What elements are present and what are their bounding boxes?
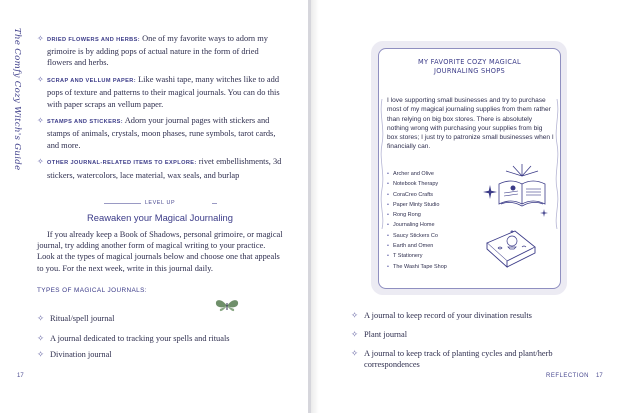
card-title: MY FAVORITE COZY MAGICAL JOURNALING SHOPS <box>417 58 522 75</box>
card-body: I love supporting small businesses and try to purchase most of my magical journaling supplies from them rather than relying on big box stores. There is absolutely nothing wrong with purchasing your supplies from big box stores; I just try to patronize small businesses when I financially can. <box>387 97 554 151</box>
journal-types-list <box>37 313 287 324</box>
sparkle-star-icon <box>540 209 548 217</box>
sidebar-card-frame <box>378 48 561 289</box>
right-page <box>311 0 620 413</box>
journal-types-list <box>37 333 287 344</box>
list-item: • T Stationery <box>387 253 423 260</box>
shop-list <box>387 169 487 272</box>
left-page <box>0 0 309 413</box>
list-item: ✧ Plant journal <box>351 329 408 339</box>
list-item: ✧ A journal dedicated to tracking your spells and rituals <box>37 333 230 343</box>
vine-flourish-icon <box>553 99 561 229</box>
intro-paragraph: If you already keep a Book of Shadows, personal grimoire, or magical journal, try adding another form of magical writing to your practice. Look at the types of magical journals below and choose one that appeals to you. For the next week, write in this journal daily. <box>37 230 283 273</box>
list-item: ✧ A journal to keep record of your divination results <box>351 310 532 320</box>
sparkle-star-icon: ✧ <box>37 116 44 126</box>
supply-bullets <box>37 33 282 186</box>
list-item: ✧ STAMPS AND STICKERS: Adorn your journal pages with stickers and stamps of animals, crystals, moon phases, rune symbols, tarot cards, and more. <box>37 116 276 150</box>
list-item: • Paper Minty Studio <box>387 201 440 208</box>
sparkle-star-icon: ✧ <box>37 333 45 343</box>
vine-flourish-icon <box>378 99 386 229</box>
page-number: 17 <box>17 373 24 379</box>
crystal-ball-book-icon <box>483 219 541 269</box>
sparkle-star-icon: ✧ <box>37 34 44 43</box>
open-book-icon <box>493 162 551 212</box>
running-head: The Comfy Cozy Witch's Guide <box>12 28 22 171</box>
list-item: • Rong Rong <box>387 212 421 219</box>
list-item: • Journaling Home <box>387 222 435 229</box>
list-item: • The Washi Tape Shop <box>387 263 447 270</box>
running-footer: REFLECTION <box>546 373 590 379</box>
sparkle-star-icon: ✧ <box>37 349 45 359</box>
list-item: • CoraCreo Crafts <box>387 191 434 198</box>
sparkle-star-icon: ✧ <box>351 310 359 320</box>
journal-types-list <box>351 310 601 321</box>
list-item: • Archer and Olive <box>387 171 434 177</box>
types-heading: TYPES OF MAGICAL JOURNALS: <box>37 287 147 294</box>
journal-types-list <box>351 348 601 370</box>
section-heading: Reawaken your Magical Journaling <box>87 212 233 223</box>
journal-types-list <box>37 349 287 360</box>
sparkle-star-icon: ✧ <box>37 157 44 167</box>
list-item: ✧ Divination journal <box>37 349 112 359</box>
list-item: ✧ Ritual/spell journal <box>37 313 115 323</box>
list-item: ✧ SCRAP AND VELLUM PAPER: Like washi tape, many witches like to add pops of texture and patterns to their magical journals. You can do this with paper scraps an vellum paper. <box>37 75 280 109</box>
sparkle-star-icon: ✧ <box>351 348 359 358</box>
sidebar-card <box>371 41 567 295</box>
list-item: ✧ OTHER JOURNAL-RELATED ITEMS TO EXPLORE: rivet embellishments, 3d stickers, watercolors, lace material, wax seals, and burlap <box>37 157 282 180</box>
sparkle-star-icon: ✧ <box>37 75 44 85</box>
list-item: • Saucy Stickers Co <box>387 232 438 239</box>
page-number: 17 <box>596 373 603 379</box>
list-item: • Earth and Omen <box>387 243 434 250</box>
sparkle-star-icon: ✧ <box>37 313 45 323</box>
list-item: ✧ A journal to keep track of planting cycles and plant/herb correspondences <box>351 348 553 369</box>
sparkle-star-icon: ✧ <box>351 329 359 339</box>
gutter-shadow <box>311 0 319 413</box>
list-item: ✧ DRIED FLOWERS AND HERBS: One of my favorite ways to adorn my grimoire is by adding pops of actual nature in the form of dried flowers and herbs. <box>37 34 268 68</box>
journal-types-list <box>351 329 601 340</box>
list-item: • Notebook Therapy <box>387 181 439 188</box>
level-up-divider <box>36 198 284 208</box>
level-up-label: LEVEL UP <box>36 198 284 208</box>
